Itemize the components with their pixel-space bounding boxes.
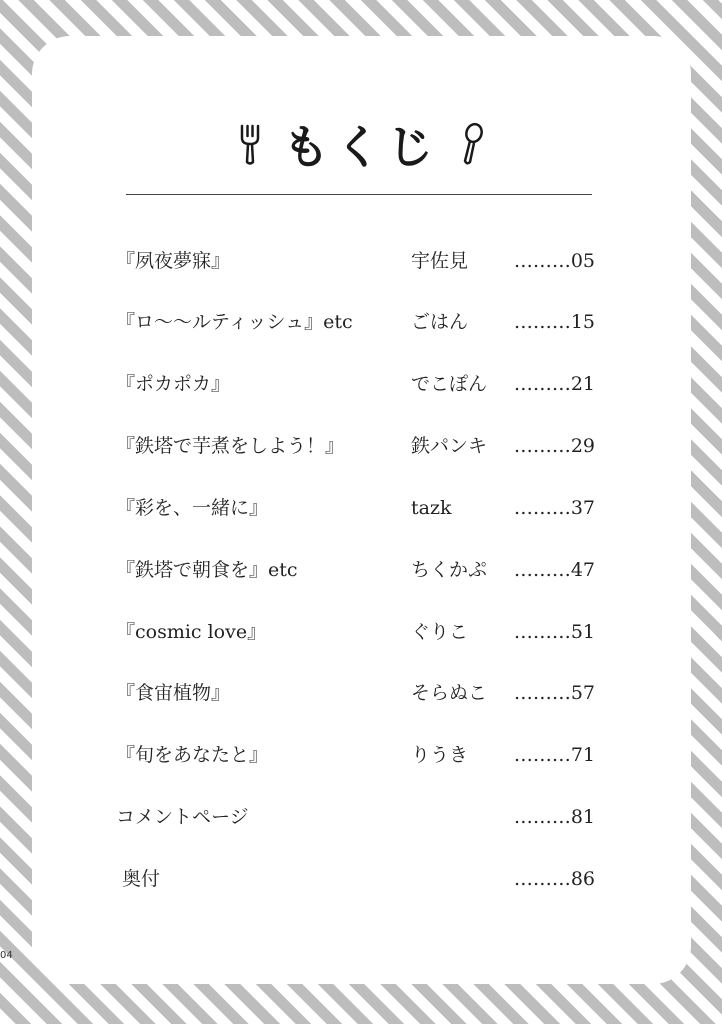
entry-author: 鉄パンキ — [411, 435, 488, 457]
list-item — [0, 246, 722, 276]
entry-author: りうき — [411, 744, 469, 766]
entry-title: 『ロ〜〜ルティッシュ』etc — [116, 311, 353, 333]
list-item — [0, 864, 722, 894]
list-item — [0, 493, 722, 523]
entry-page: ………86 — [513, 868, 595, 890]
entry-author: そらぬこ — [411, 682, 488, 704]
entry-page: ………21 — [513, 373, 595, 395]
entry-page: ………71 — [513, 744, 595, 766]
list-item — [0, 555, 722, 585]
entry-title: 『夙夜夢寐』 — [116, 250, 231, 272]
entry-page: ………15 — [513, 311, 595, 333]
entry-title: 奥付 — [122, 868, 161, 890]
entry-title: 『cosmic love』 — [116, 621, 267, 643]
page-number: 04 — [0, 950, 13, 961]
entry-title: 『旬をあなたと』 — [116, 744, 269, 766]
page-title: もくじ — [283, 120, 439, 174]
entry-page: ………05 — [513, 250, 595, 272]
entry-title: 『鉄塔で芋煮をしよう！』 — [116, 435, 345, 457]
entry-author: ちくかぷ — [411, 559, 488, 581]
entry-page: ………51 — [513, 621, 595, 643]
entry-author: tazk — [411, 497, 452, 519]
entry-author: でこぽん — [411, 373, 488, 395]
entry-title: 『食宙植物』 — [116, 682, 231, 704]
list-item — [0, 617, 722, 647]
entry-page: ………37 — [513, 497, 595, 519]
entry-title: 『彩を、一緒に』 — [116, 497, 269, 519]
list-item — [0, 740, 722, 770]
entry-page: ………29 — [513, 435, 595, 457]
entry-title: コメントページ — [116, 806, 249, 828]
list-item — [0, 802, 722, 832]
entry-title: 『鉄塔で朝食を』etc — [116, 559, 298, 581]
entry-title: 『ポカポカ』 — [116, 373, 231, 395]
list-item — [0, 307, 722, 337]
list-item — [0, 431, 722, 461]
entry-page: ………47 — [513, 559, 595, 581]
list-item — [0, 369, 722, 399]
list-item — [0, 678, 722, 708]
entry-author: ぐりこ — [411, 621, 469, 643]
entry-author: 宇佐見 — [411, 250, 469, 272]
entry-page: ………81 — [513, 806, 595, 828]
entry-author: ごはん — [411, 311, 469, 333]
entry-page: ………57 — [513, 682, 595, 704]
